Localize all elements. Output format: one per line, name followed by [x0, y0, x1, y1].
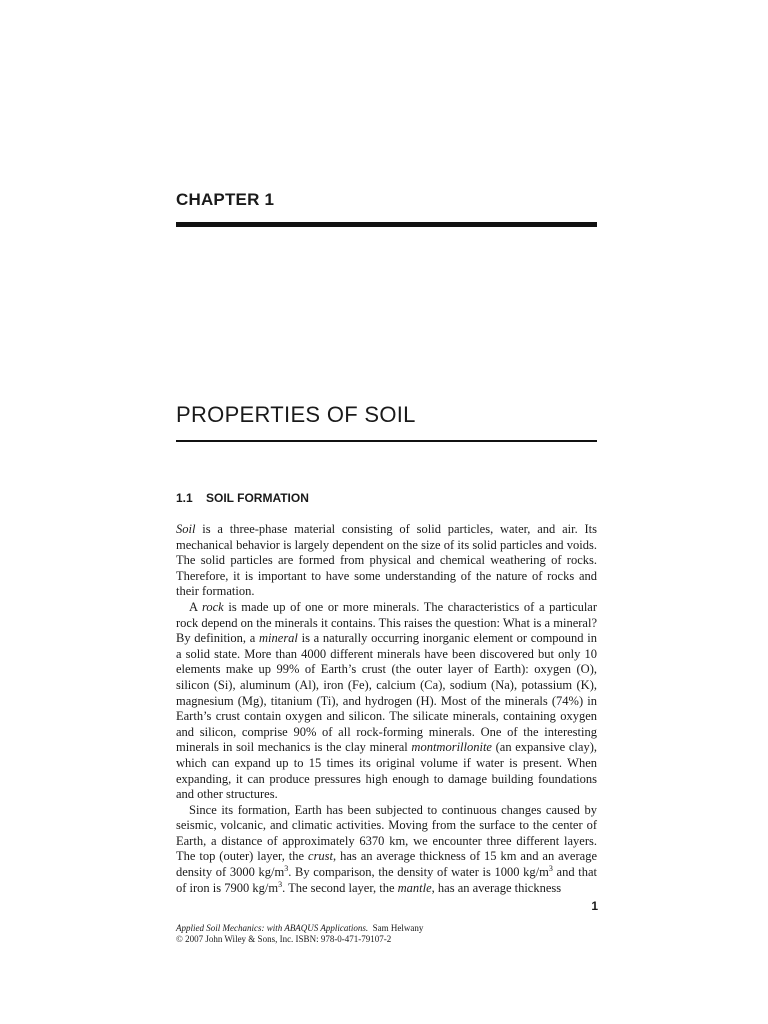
body-paragraph [176, 803, 597, 897]
italic-term: mantle [397, 880, 432, 895]
chapter-title-rule [176, 440, 597, 442]
text-run: . The second layer, the [282, 880, 398, 895]
text-run: , has an average thickness [431, 880, 562, 895]
italic-term: mineral [259, 631, 298, 646]
footer-citation [176, 923, 423, 934]
footer-copyright: © 2007 John Wiley & Sons, Inc. ISBN: 978-0-471-79107-2 [176, 934, 392, 944]
italic-term: montmorillonite [411, 740, 492, 755]
superscript: 3 [278, 879, 283, 889]
text-run: A [189, 599, 202, 614]
text-run: is a naturally occurring inorganic element or compound in a solid state. More than 4000 different minerals have been discovered but only 10 elements make up 99% of Earth’s crust (the outer layer of Earth): oxygen (O), silicon (Si), aluminum (Al), iron (Fe), calcium (Ca), sodium (Na), potassium (K), magnesium (Mg), titanium (Ti), and hydrogen (H). Most of the minerals (74%) in Earth’s crust contain oxygen and silicon. The silicate minerals, containing oxygen and silicon, comprise 90% of all rock-forming minerals. One of the interesting minerals in soil mechanics is the clay mineral [176, 631, 597, 755]
chapter-title: PROPERTIES OF SOIL [176, 402, 416, 427]
chapter-rule-thick [176, 222, 597, 227]
italic-term: rock [201, 599, 224, 614]
superscript: 3 [284, 863, 289, 873]
text-run: is a three-phase material consisting of solid particles, water, and air. Its mechanical behavior is largely dependent on the size of its solid particles and voids. The solid particles are formed from physical and chemical weathering of rocks. Therefore, it is important to have some understanding of the nature of rocks and their formation. [176, 522, 597, 599]
section-number: 1.1 [176, 491, 193, 505]
text-run: . By comparison, the density of water is 1000 kg/m [288, 865, 549, 880]
text-run: and that of iron is 7900 kg/m [176, 865, 598, 895]
chapter-label: CHAPTER 1 [176, 190, 275, 209]
italic-term: crust [308, 849, 334, 864]
text-run: Since its formation, Earth has been subjected to continuous changes caused by seismic, volcanic, and climatic activities. Moving from the surface to the center of Earth, a distance of approximately 6370 km, we encounter three different layers. The top (outer) layer, the [176, 802, 597, 864]
page-number: 1 [591, 899, 598, 913]
italic-term: Soil [176, 522, 196, 536]
body-text [176, 522, 597, 896]
footer [176, 923, 423, 945]
superscript: 3 [548, 863, 553, 873]
section-title: SOIL FORMATION [206, 491, 309, 505]
body-paragraph [176, 600, 597, 803]
footer-book-title: Applied Soil Mechanics: with ABAQUS Applications. [176, 923, 369, 933]
text-run: (an expansive clay), which can expand up to 15 times its original volume if water is present. When expanding, it can produce pressures high enough to damage building foundations and other structures. [176, 740, 597, 802]
text-run: , has an average thickness of 15 km and an average density of 3000 kg/m [176, 849, 597, 880]
footer-author: Sam Helwany [372, 923, 424, 933]
text-run: is made up of one or more minerals. The characteristics of a particular rock depend on the minerals it contains. This raises the question: What is a mineral? By definition, a [176, 599, 598, 646]
section-heading [176, 491, 309, 505]
body-paragraph [176, 522, 597, 600]
